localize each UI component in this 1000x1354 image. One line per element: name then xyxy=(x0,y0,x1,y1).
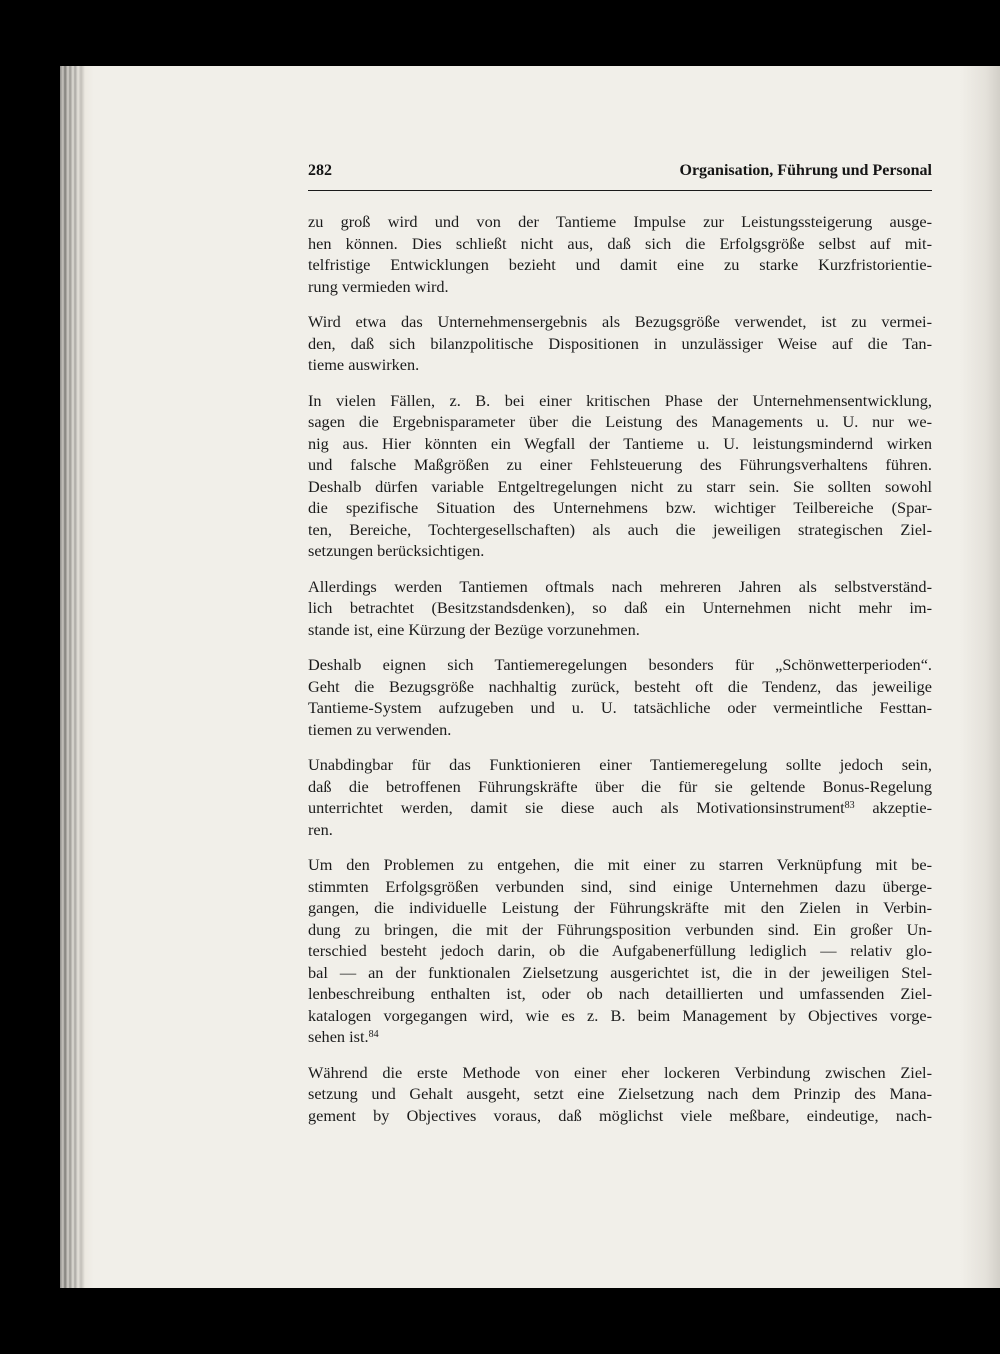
text-line: rung vermieden wird. xyxy=(308,276,449,296)
text-line: katalogen vorgegangen wird, wie es z. B. beim Management by Objectives vorge- xyxy=(308,1005,932,1025)
paragraph-2 xyxy=(308,311,932,376)
text-line: setzungen berücksichtigen. xyxy=(308,541,485,560)
text-line: tiemen zu verwenden. xyxy=(308,719,452,739)
text-line: dung zu bringen, die mit der Führungsposition verbunden sind. Ein großer Un- xyxy=(308,919,932,939)
text-line: Um den Problemen zu entgehen, die mit einer zu starren Verknüpfung mit be- xyxy=(308,855,932,874)
text-line: Deshalb eignen sich Tantiemeregelungen besonders für „Schönwetterperioden“. xyxy=(308,655,932,674)
text-line-start: unterrichtet werden, damit sie diese auch als Motivationsinstrument xyxy=(308,798,845,817)
book-gutter xyxy=(960,66,1000,1288)
paragraph-6 xyxy=(308,754,932,840)
text-line: hen können. Dies schließt nicht aus, daß sich die Erfolgsgröße selbst auf mit- xyxy=(308,233,932,253)
text-line: bal — an der funktionalen Zielsetzung ausgerichtet ist, die in der jeweiligen Stel- xyxy=(308,962,932,982)
text-line: sagen die Ergebnisparameter über die Leistung des Managements u. U. nur we- xyxy=(308,412,932,431)
text-line: Deshalb dürfen variable Entgeltregelungen nicht zu starr sein. Sie sollten sowohl xyxy=(308,476,932,496)
paragraph-3 xyxy=(308,390,932,562)
text-line: lenbeschreibung enthalten ist, oder ob nach detaillierten und umfassenden Ziel- xyxy=(308,984,932,1003)
paragraph-5 xyxy=(308,654,932,740)
text-line: Während die erste Methode von einer eher lockeren Verbindung zwischen Ziel- xyxy=(308,1062,932,1082)
page-number: 282 xyxy=(308,162,332,179)
paragraph-1 xyxy=(308,211,932,297)
text-line: ten, Bereiche, Tochtergesellschaften) als auch die jeweiligen strategischen Ziel- xyxy=(308,519,932,539)
text-line: gangen, die individuelle Leistung der Führungskräfte mit den Zielen in Verbin- xyxy=(308,898,932,917)
text-line: die spezifische Situation des Unternehmens bzw. wichtiger Teilbereiche (Spar- xyxy=(308,498,932,517)
footnote-ref: 84 xyxy=(368,1029,379,1040)
text-line: Geht die Bezugsgröße nachhaltig zurück, besteht oft die Tendenz, das jeweilige xyxy=(308,676,932,696)
text-line: telfristige Entwicklungen bezieht und damit eine zu starke Kurzfristorientie- xyxy=(308,255,932,274)
paragraph-7 xyxy=(308,854,932,1048)
book-page xyxy=(60,66,1000,1288)
text-line: den, daß sich bilanzpolitische Dispositionen in unzulässiger Weise auf die Tan- xyxy=(308,333,932,353)
text-line: ren. xyxy=(308,819,333,839)
running-header xyxy=(308,162,932,191)
paragraph-8 xyxy=(308,1062,932,1127)
text-line: gement by Objectives voraus, daß möglichst viele meßbare, eindeutige, nach- xyxy=(308,1105,932,1125)
text-line: lich betrachtet (Besitzstandsdenken), so daß ein Unternehmen nicht mehr im- xyxy=(308,598,932,617)
text-line: Wird etwa das Unternehmensergebnis als Bezugsgröße verwendet, ist zu vermei- xyxy=(308,312,932,331)
page-edge-shading xyxy=(60,66,94,1288)
running-title: Organisation, Führung und Personal xyxy=(679,162,932,179)
text-line: stimmten Erfolgsgrößen verbunden sind, sind einige Unternehmen dazu überge- xyxy=(308,876,932,896)
body-text xyxy=(308,211,932,1140)
text-line: Unabdingbar für das Funktionieren einer Tantiemeregelung sollte jedoch sein, xyxy=(308,755,932,774)
footnote-ref: 83 xyxy=(844,800,855,811)
text-line xyxy=(308,1026,932,1048)
text-line-end: akzeptie- xyxy=(854,798,932,817)
text-line: zu groß wird und von der Tantieme Impulse zur Leistungssteigerung ausge- xyxy=(308,212,932,231)
text-line: tieme auswirken. xyxy=(308,355,420,374)
text-line: Tantieme-System aufzugeben und u. U. tatsächliche oder vermeintliche Festtan- xyxy=(308,698,932,717)
text-line: nig aus. Hier könnten ein Wegfall der Tantieme u. U. leistungsmindernd wirken xyxy=(308,433,932,453)
text-line xyxy=(308,797,932,819)
text-line: In vielen Fällen, z. B. bei einer kritischen Phase der Unternehmensentwicklung, xyxy=(308,390,932,410)
text-line: und falsche Maßgrößen zu einer Fehlsteuerung des Führungsverhaltens führen. xyxy=(308,455,932,474)
text-line: setzung und Gehalt ausgeht, setzt eine Zielsetzung nach dem Prinzip des Mana- xyxy=(308,1084,932,1103)
text-line: stande ist, eine Kürzung der Bezüge vorzunehmen. xyxy=(308,619,640,639)
text-line: terschied besteht jedoch darin, ob die Aufgabenerfüllung lediglich — relativ glo- xyxy=(308,941,932,960)
text-line: Allerdings werden Tantiemen oftmals nach mehreren Jahren als selbstverständ- xyxy=(308,576,932,596)
text-line-start: sehen ist. xyxy=(308,1027,369,1046)
text-line: daß die betroffenen Führungskräfte über die für sie geltende Bonus-Regelung xyxy=(308,776,932,796)
paragraph-4 xyxy=(308,576,932,641)
